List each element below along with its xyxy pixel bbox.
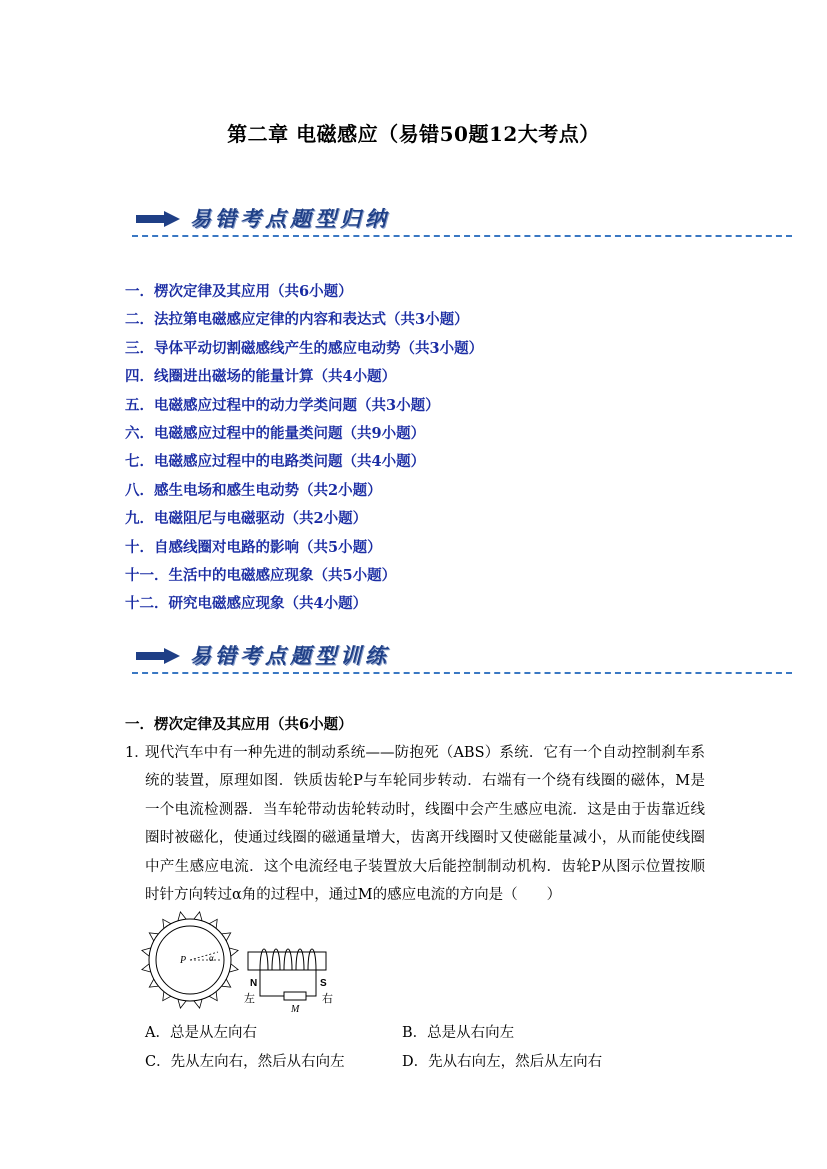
right-arrow-icon [136,648,180,664]
right-arrow-icon [136,211,180,227]
topic-item: 七．电磁感应过程中的电路类问题（共4小题） [125,453,426,471]
topic-item: 二．法拉第电磁感应定律的内容和表达式（共3小题） [125,311,469,329]
choice-b: B．总是从右向左 [402,1025,515,1041]
question-number: 1． [125,745,149,761]
choice-d: D．先从右向左，然后从左向右 [402,1054,603,1070]
detector-label: M [291,1004,300,1015]
topic-list [125,283,483,624]
left-label: 左 [244,992,255,1005]
dashed-divider [132,672,792,674]
topic-item: 五．电磁感应过程中的动力学类问题（共3小题） [125,396,440,414]
topic-item: 八．感生电场和感生电动势（共2小题） [125,481,382,499]
section-banner-training [132,640,792,680]
question-1 [125,739,705,909]
topic-item: 九．电磁阻尼与电磁驱动（共2小题） [125,510,368,528]
dashed-divider [132,235,792,237]
topic-item: 十一．生活中的电磁感应现象（共5小题） [125,566,397,584]
section-banner-summary [132,203,792,243]
topic-item: 一．楞次定律及其应用（共6小题） [125,283,353,300]
topic-item: 六．电磁感应过程中的能量类问题（共9小题） [125,424,426,442]
wire-left [260,970,286,996]
topic-item: 十．自感线圈对电路的影响（共5小题） [125,538,382,556]
north-pole-label: N [250,978,258,989]
abs-diagram [140,910,340,1015]
choice-c: C．先从左向右，然后从右向左 [145,1054,345,1070]
angle-label: α [209,953,214,963]
banner-training-text: 易错考点题型训练 [190,643,390,668]
gear-label: P [180,955,187,966]
topic-item: 十二．研究电磁感应现象（共4小题） [125,595,368,613]
banner-summary-text: 易错考点题型归纳 [190,206,390,231]
choice-a: A．总是从左向右 [145,1025,257,1041]
page-title: 第二章 电磁感应（易错50题12大考点） [227,122,600,146]
right-label: 右 [322,992,333,1005]
topic-item: 四．线圈进出磁场的能量计算（共4小题） [125,368,397,386]
section-heading: 一．楞次定律及其应用（共6小题） [125,716,353,733]
south-pole-label: S [320,978,327,989]
topic-item: 三．导体平动切割磁感线产生的感应电动势（共3小题） [125,339,484,357]
current-detector [284,992,306,1000]
question-text: 现代汽车中有一种先进的制动系统——防抱死（ABS）系统．它有一个自动控制刹车系统的装置，原理如图．铁质齿轮P与车轮同步转动．右端有一个绕有线圈的磁体，M是一个电流检测器．当车轮带动齿轮转动时，线圈中会产生感应电流．这是由于齿靠近线圈时被磁化，使通过线圈的磁通量增大，齿离开线圈时又使磁能量减小，从而能使线圈中产生感应电流．这个电流经电子装置放大后能控制制动机构．齿轮P从图示位置按顺时针方向转过α角的过程中，通过M的感应电流的方向是（ ） [145,745,705,904]
